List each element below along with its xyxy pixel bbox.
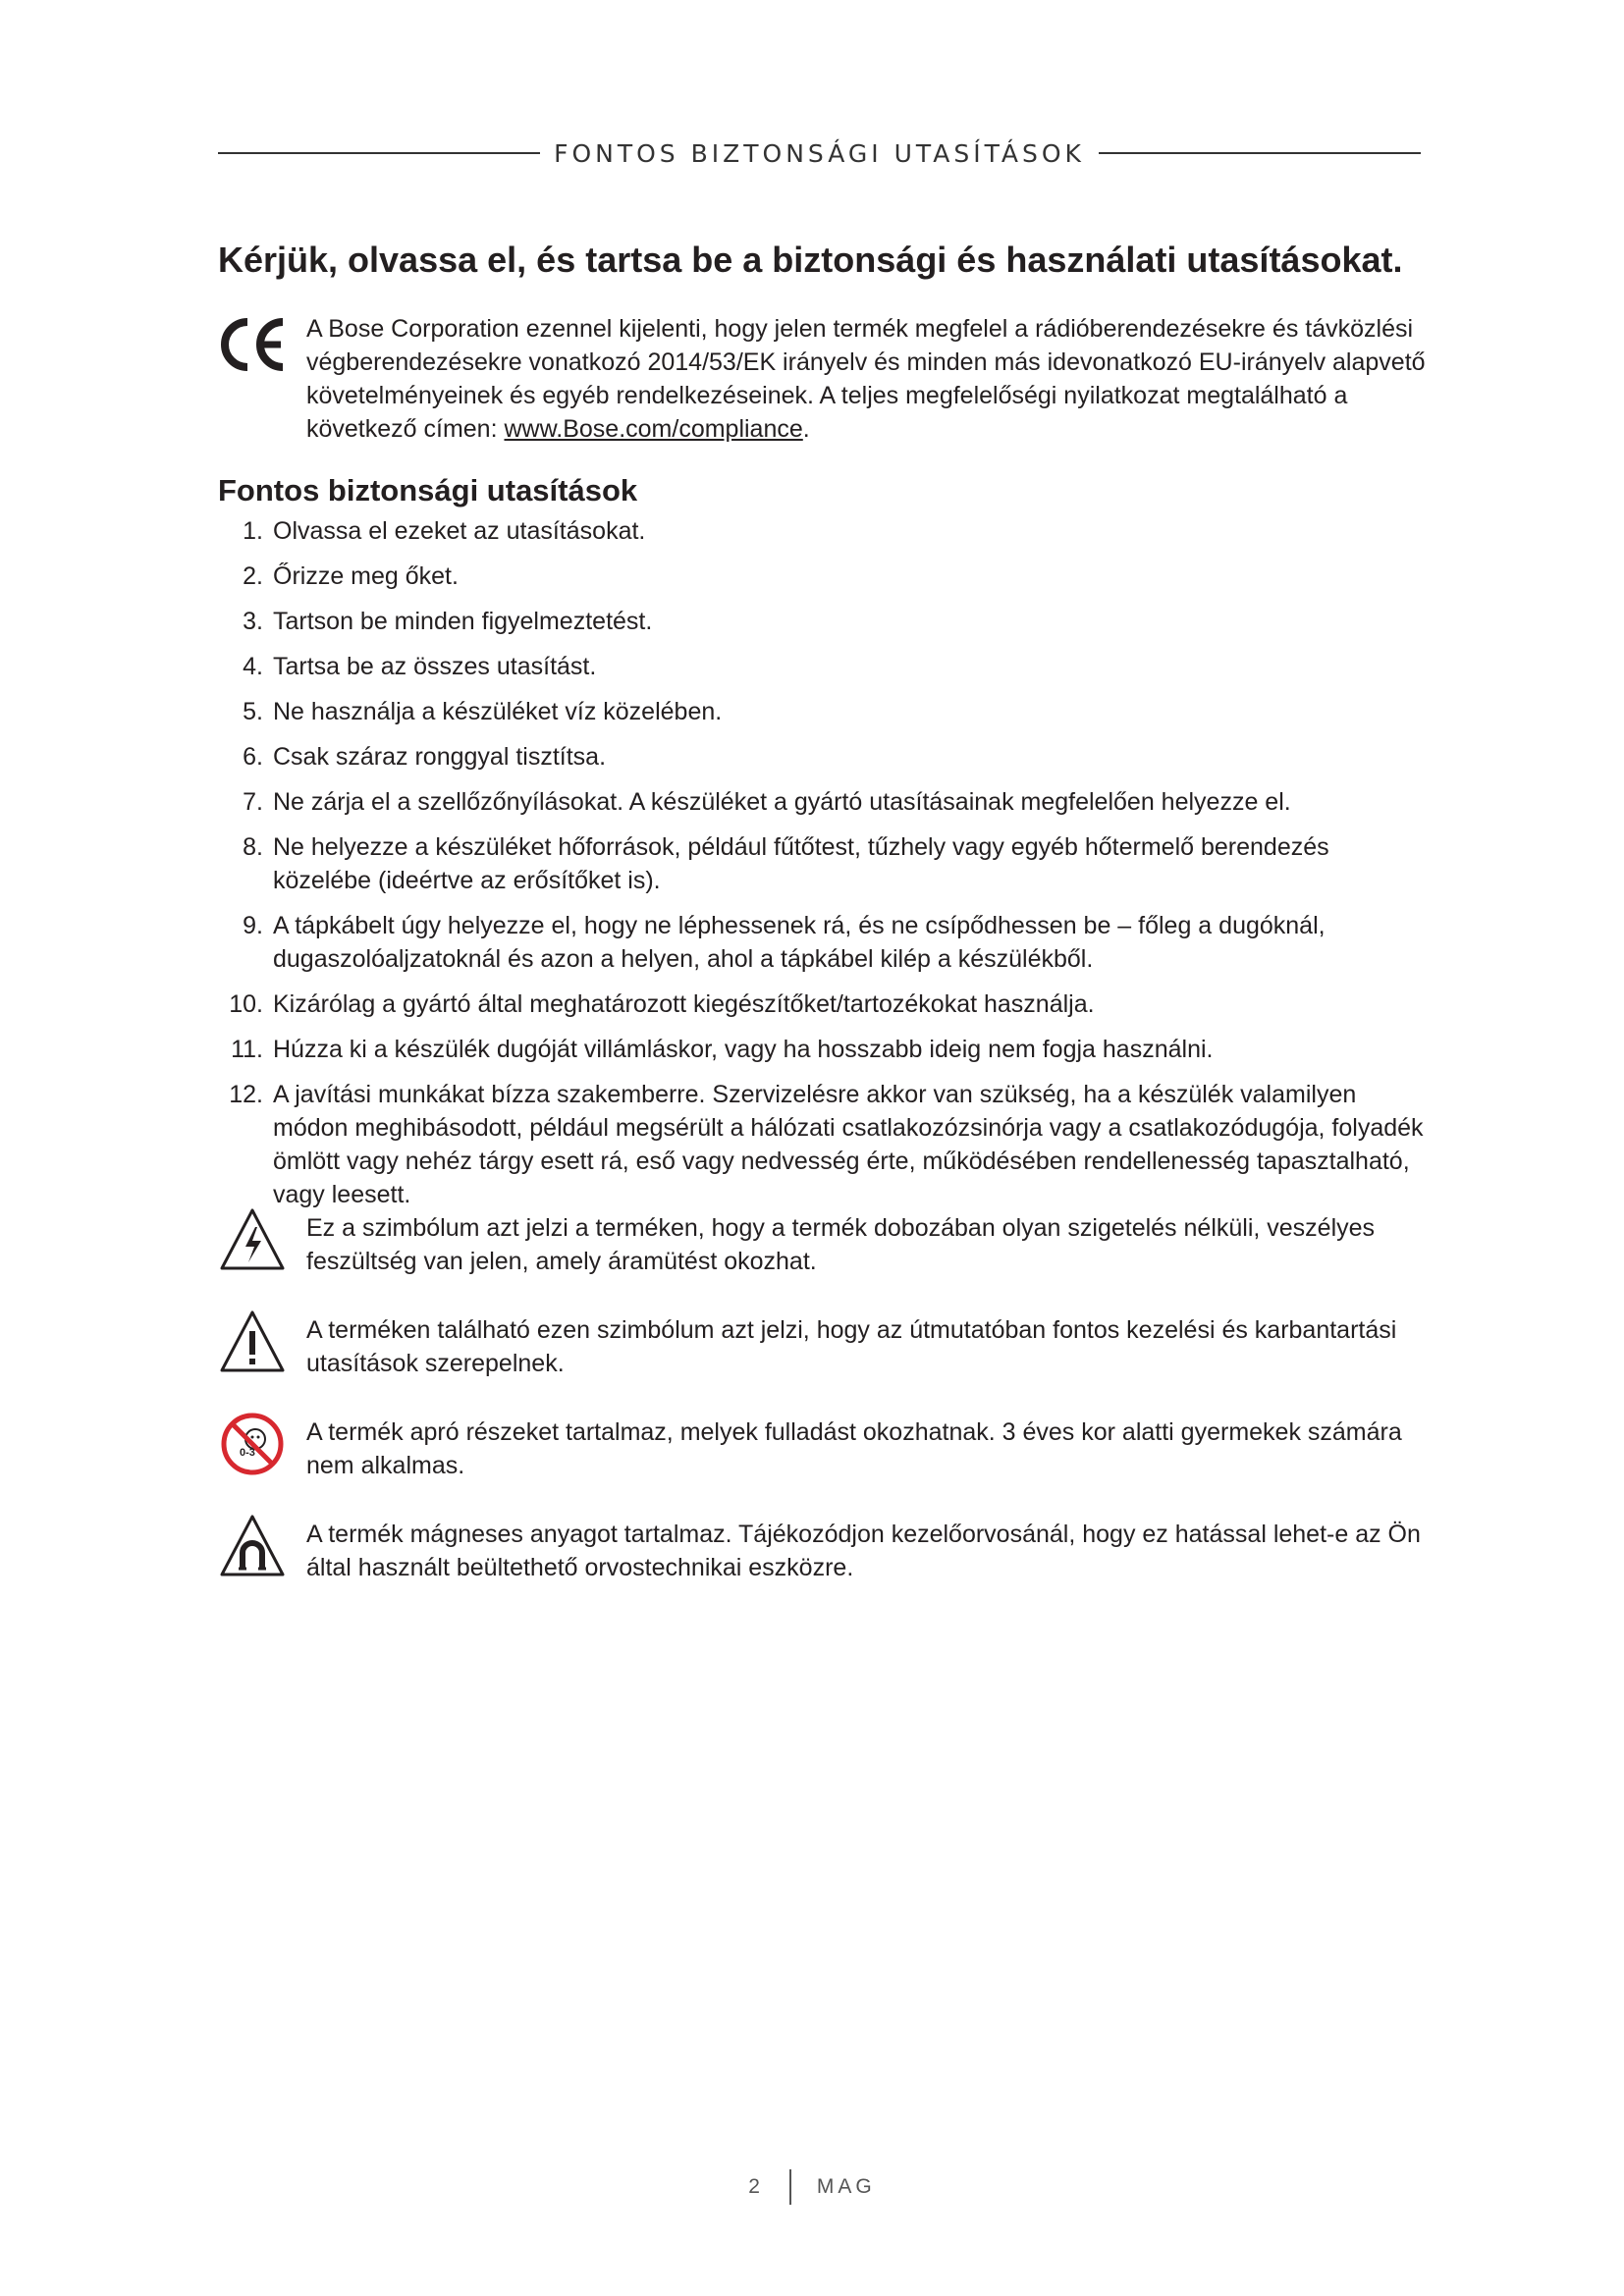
item-text: A javítási munkákat bízza szakemberre. Szervizelésre akkor van szükség, ha a készülék valamilyen módon meghibásodott, például megsérült a hálózati csatlakozózsinórja vagy a csatlakozódugója, folyadék ömlött vagy nehéz tárgy esett rá, eső vagy nedvesség érte, működésében rendellenesség tapasztalható, vagy leesett. (273, 1081, 1424, 1208)
item-number: 6. (243, 743, 263, 771)
exclamation-warning-icon (218, 1308, 287, 1376)
item-text: A tápkábelt úgy helyezze el, hogy ne léphessenek rá, és ne csípődhessen be – főleg a dugóknál, dugaszolóaljzatoknál és azon a helyen, ahol a tápkábel kilép a készülékből. (273, 912, 1326, 973)
item-text: Ne használja a készüléket víz közelében. (273, 698, 723, 725)
symbol-description: Ez a szimbólum azt jelzi a terméken, hogy a termék dobozában olyan szigetelés nélküli, veszélyes feszültség van jelen, amely áramütést okozhat. (306, 1214, 1376, 1275)
choking-hazard-icon (218, 1410, 287, 1478)
item-number: 4. (243, 653, 263, 680)
list-item (218, 988, 1426, 1021)
electric-shock-warning-icon (218, 1205, 287, 1274)
list-item (218, 1078, 1426, 1211)
page-footer (0, 2169, 1624, 2205)
item-text: Kizárólag a gyártó által meghatározott kiegészítőket/tartozékokat használja. (273, 990, 1095, 1018)
ce-text-end: . (802, 415, 810, 443)
header-rule-left (218, 152, 540, 154)
item-number: 12. (229, 1081, 263, 1108)
item-number: 11. (231, 1036, 263, 1063)
list-item (218, 909, 1426, 976)
symbol-row (218, 1308, 1426, 1380)
compliance-link[interactable]: www.Bose.com/compliance (504, 415, 803, 443)
symbol-row (218, 1410, 1426, 1482)
item-text: Csak száraz ronggyal tisztítsa. (273, 743, 607, 771)
ce-notice (218, 312, 1426, 446)
item-text: Olvassa el ezeket az utasításokat. (273, 517, 646, 545)
item-text: Őrizze meg őket. (273, 562, 459, 590)
language-code: MAG (816, 2175, 876, 2198)
symbol-row (218, 1512, 1426, 1584)
list-item (218, 560, 1426, 593)
list-item (218, 650, 1426, 683)
item-text: Tartsa be az összes utasítást. (273, 653, 597, 680)
header-rule-right (1099, 152, 1421, 154)
header-title: FONTOS BIZTONSÁGI UTASÍTÁSOK (554, 138, 1085, 168)
symbol-row (218, 1205, 1426, 1278)
footer-separator (789, 2169, 791, 2205)
item-number: 9. (243, 912, 263, 939)
main-heading: Kérjük, olvassa el, és tartsa be a biztonsági és használati utasításokat. (218, 240, 1403, 280)
item-number: 3. (243, 608, 263, 635)
item-number: 1. (243, 517, 263, 545)
symbol-description: A termék mágneses anyagot tartalmaz. Tájékozódjon kezelőorvosánál, hogy ez hatással lehet-e az Ön által használt beültethető orvostechnikai eszközre. (306, 1521, 1421, 1581)
item-number: 5. (243, 698, 263, 725)
symbol-description: A termék apró részeket tartalmaz, melyek fulladást okozhatnak. 3 éves kor alatti gyermekek számára nem alkalmas. (306, 1418, 1402, 1479)
list-item (218, 785, 1426, 819)
item-number: 10. (229, 990, 263, 1018)
age-label: 0-3 (240, 1447, 255, 1459)
item-text: Ne helyezze a készüléket hőforrások, például fűtőtest, tűzhely vagy egyéb hőtermelő berendezés közelébe (ideértve az erősítőket is). (273, 833, 1329, 894)
item-text: Ne zárja el a szellőzőnyílásokat. A készüléket a gyártó utasításainak megfelelően helyezze el. (273, 788, 1291, 816)
warning-symbols (218, 1205, 1426, 1614)
list-item (218, 605, 1426, 638)
list-item (218, 695, 1426, 728)
item-text: Tartson be minden figyelmeztetést. (273, 608, 653, 635)
safety-instructions-list (218, 514, 1426, 1223)
list-item (218, 514, 1426, 548)
list-item (218, 740, 1426, 774)
ce-text-main: A Bose Corporation ezennel kijelenti, hogy jelen termék megfelel a rádióberendezésekre és távközlési végberendezésekre vonatkozó 2014/53/EK irányelv és minden más idevonatkozó EU-irányelv alapvető követelményeinek és egyéb rendelkezéseinek. A teljes megfelelőségi nyilatkozat megtalálható a következő címen: (306, 315, 1426, 443)
magnet-warning-icon (218, 1512, 287, 1580)
ce-declaration-text (306, 312, 1426, 446)
item-number: 7. (243, 788, 263, 816)
list-item (218, 830, 1426, 897)
ce-mark-icon (218, 316, 289, 373)
item-number: 2. (243, 562, 263, 590)
item-text: Húzza ki a készülék dugóját villámláskor, vagy ha hosszabb ideig nem fogja használni. (273, 1036, 1214, 1063)
list-item (218, 1033, 1426, 1066)
item-number: 8. (243, 833, 263, 861)
page-number: 2 (748, 2175, 764, 2198)
safety-subheading: Fontos biztonsági utasítások (218, 473, 638, 507)
symbol-description: A terméken található ezen szimbólum azt jelzi, hogy az útmutatóban fontos kezelési és karbantartási utasítások szerepelnek. (306, 1316, 1397, 1377)
page-header (218, 133, 1421, 173)
